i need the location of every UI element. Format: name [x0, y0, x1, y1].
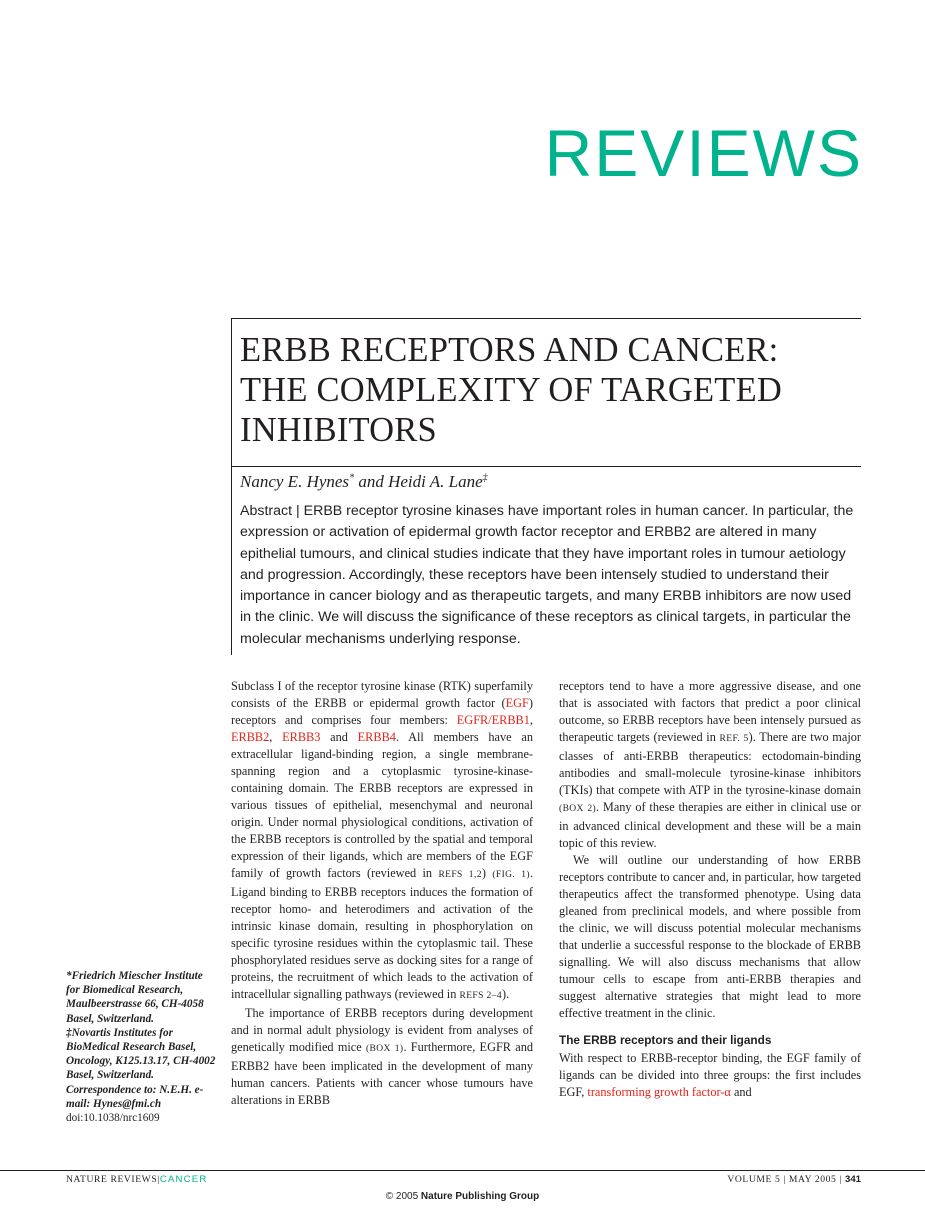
correspondence: Correspondence to: N.E.H. e-mail: Hynes@fmi.ch — [66, 1083, 204, 1110]
volume: VOLUME 5 — [727, 1174, 781, 1185]
author-joiner: and — [354, 472, 389, 491]
title-top-rule — [231, 318, 861, 319]
body-paragraph: The importance of ERBB receptors during development and in normal adult physiology is evident from analyses of genetically modified mice (BOX 1). Furthermore, EGFR and ERBB2 have been implicated in the development of many human cancers. Patients with cancer whose tumours have alterations in ERBB — [231, 1006, 533, 1107]
author-2: Heidi A. Lane — [388, 472, 483, 491]
author-1: Nancy E. Hynes — [240, 472, 350, 491]
link-egfr[interactable]: EGFR/ERBB1 — [456, 713, 530, 727]
page-number: 341 — [844, 1174, 861, 1185]
body-paragraph: Subclass I of the receptor tyrosine kinase (RTK) superfamily consists of the ERBB or epidermal growth factor (EGF) receptors and comprises four members: EGFR/ERBB1, ERBB2, ERBB3 and ERBB4. All members have an extracellular ligand-binding region, a single membrane-spanning region and a cytoplasmic tyrosine-kinase-containing domain. The ERBB receptors are expressed in various tissues of epithelial, mesenchymal and neuronal origin. Under normal physiological conditions, activation of the ERBB receptors is controlled by the spatial and temporal expression of their ligands, which are members of the EGF family of growth factors (reviewed in REFS 1,2) (FIG. 1). Ligand binding to ERBB receptors induces the formation of receptor homo- and heterodimers and activation of the intrinsic kinase domain, resulting in phosphorylation on specific tyrosine residues within the cytoplasmic tail. These phosphorylated residues serve as docking sites for a range of proteins, the recruitment of which leads to the activation of intracellular signalling pathways (reviewed in REFS 2–4). — [231, 679, 534, 1001]
issue-date: MAY 2005 — [788, 1174, 837, 1185]
publisher: Nature Publishing Group — [420, 1191, 540, 1202]
footer-journal — [66, 1174, 208, 1185]
doi: doi:10.1038/nrc1609 — [66, 1112, 160, 1125]
body-column-left — [231, 678, 533, 1109]
box-link[interactable]: (BOX 2) — [559, 804, 597, 814]
ref-link[interactable]: REF. 5 — [719, 734, 749, 744]
figure-link[interactable]: (FIG. 1) — [492, 870, 530, 880]
footer-rule — [0, 1170, 925, 1171]
ref-link[interactable]: REFS 1,2 — [438, 870, 482, 880]
journal-section: CANCER — [159, 1174, 208, 1185]
section-heading: The ERBB receptors and their ligands — [559, 1033, 772, 1047]
footer-volume: VOLUME 5 | MAY 2005 | 341 — [727, 1174, 861, 1185]
body-column-right — [559, 678, 861, 1101]
body-paragraph: receptors tend to have a more aggressive disease, and one that is associated with factors that predict a poor clinical outcome, so ERBB receptors have been intensely pursued as therapeutic targets (reviewed in REF. 5). There are two major classes of anti-ERBB therapeutics: ectodomain-binding antibodies and small-molecule tyrosine-kinase inhibitors (TKIs) that compete with ATP in the tyrosine-kinase domain (BOX 2). Many of these therapies are either in clinical use or in advanced clinical development and these will be a main topic of this review. — [559, 679, 861, 850]
link-erbb3[interactable]: ERBB3 — [282, 730, 321, 744]
abstract: Abstract | ERBB receptor tyrosine kinases have important roles in human cancer. In particular, the expression or activation of epidermal growth factor receptor and ERBB2 are altered in many epithelial tumours, and clinical studies indicate that they have important roles in tumour aetiology and progression. Accordingly, these receptors have been intensely studied to understand their importance in cancer biology and as therapeutic targets, and many ERBB inhibitors are now used in the clinic. We will discuss the significance of these receptors as clinical targets, in particular the molecular mechanisms underlying response. — [240, 503, 854, 647]
authors — [240, 472, 488, 492]
copyright-year: © 2005 — [385, 1191, 419, 1202]
affiliations — [66, 969, 216, 1125]
box-link[interactable]: (BOX 1) — [365, 1044, 404, 1054]
title-vertical-rule — [231, 318, 232, 655]
affiliation-2: ‡Novartis Institutes for BioMedical Research Basel, Oncology, K125.13.17, CH-4002 Basel, Switzerland. — [66, 1026, 216, 1082]
journal-name: NATURE REVIEWS — [66, 1174, 158, 1185]
article-title: ERBB RECEPTORS AND CANCER: THE COMPLEXITY OF TARGETED INHIBITORS — [240, 331, 782, 449]
ref-link[interactable]: REFS 2–4 — [459, 991, 502, 1001]
author-1-mark: * — [349, 472, 355, 484]
section-label: REVIEWS — [544, 116, 863, 190]
footer-separator: | — [157, 1174, 160, 1185]
author-2-mark: ‡ — [482, 472, 488, 484]
body-paragraph: We will outline our understanding of how ERBB receptors contribute to cancer and, in particular, how targeted therapeutics affect the transformed phenotype. Using data gleaned from preclinical models, and where possible from the clinic, we will discuss potential molecular mechanisms that underlie a successful response to the blockade of ERBB signalling. We will also discuss mechanisms that allow tumour cells to escape from anti-ERBB therapies and suggest alternative strategies that might lead to more effective treatment in the clinic. — [559, 853, 861, 1020]
link-egf[interactable]: EGF — [505, 696, 529, 710]
link-tgf-alpha[interactable]: transforming growth factor-α — [587, 1085, 731, 1099]
link-erbb2[interactable]: ERBB2 — [231, 730, 270, 744]
copyright — [0, 1191, 925, 1202]
link-erbb4[interactable]: ERBB4 — [357, 730, 396, 744]
affiliation-1: *Friedrich Miescher Institute for Biomedical Research, Maulbeerstrasse 66, CH-4058 Basel, Switzerland. — [66, 970, 204, 1025]
author-rule — [231, 466, 861, 467]
body-paragraph: With respect to ERBB-receptor binding, the EGF family of ligands can be divided into three groups: the first includes EGF, transforming growth factor-α and — [559, 1051, 861, 1099]
